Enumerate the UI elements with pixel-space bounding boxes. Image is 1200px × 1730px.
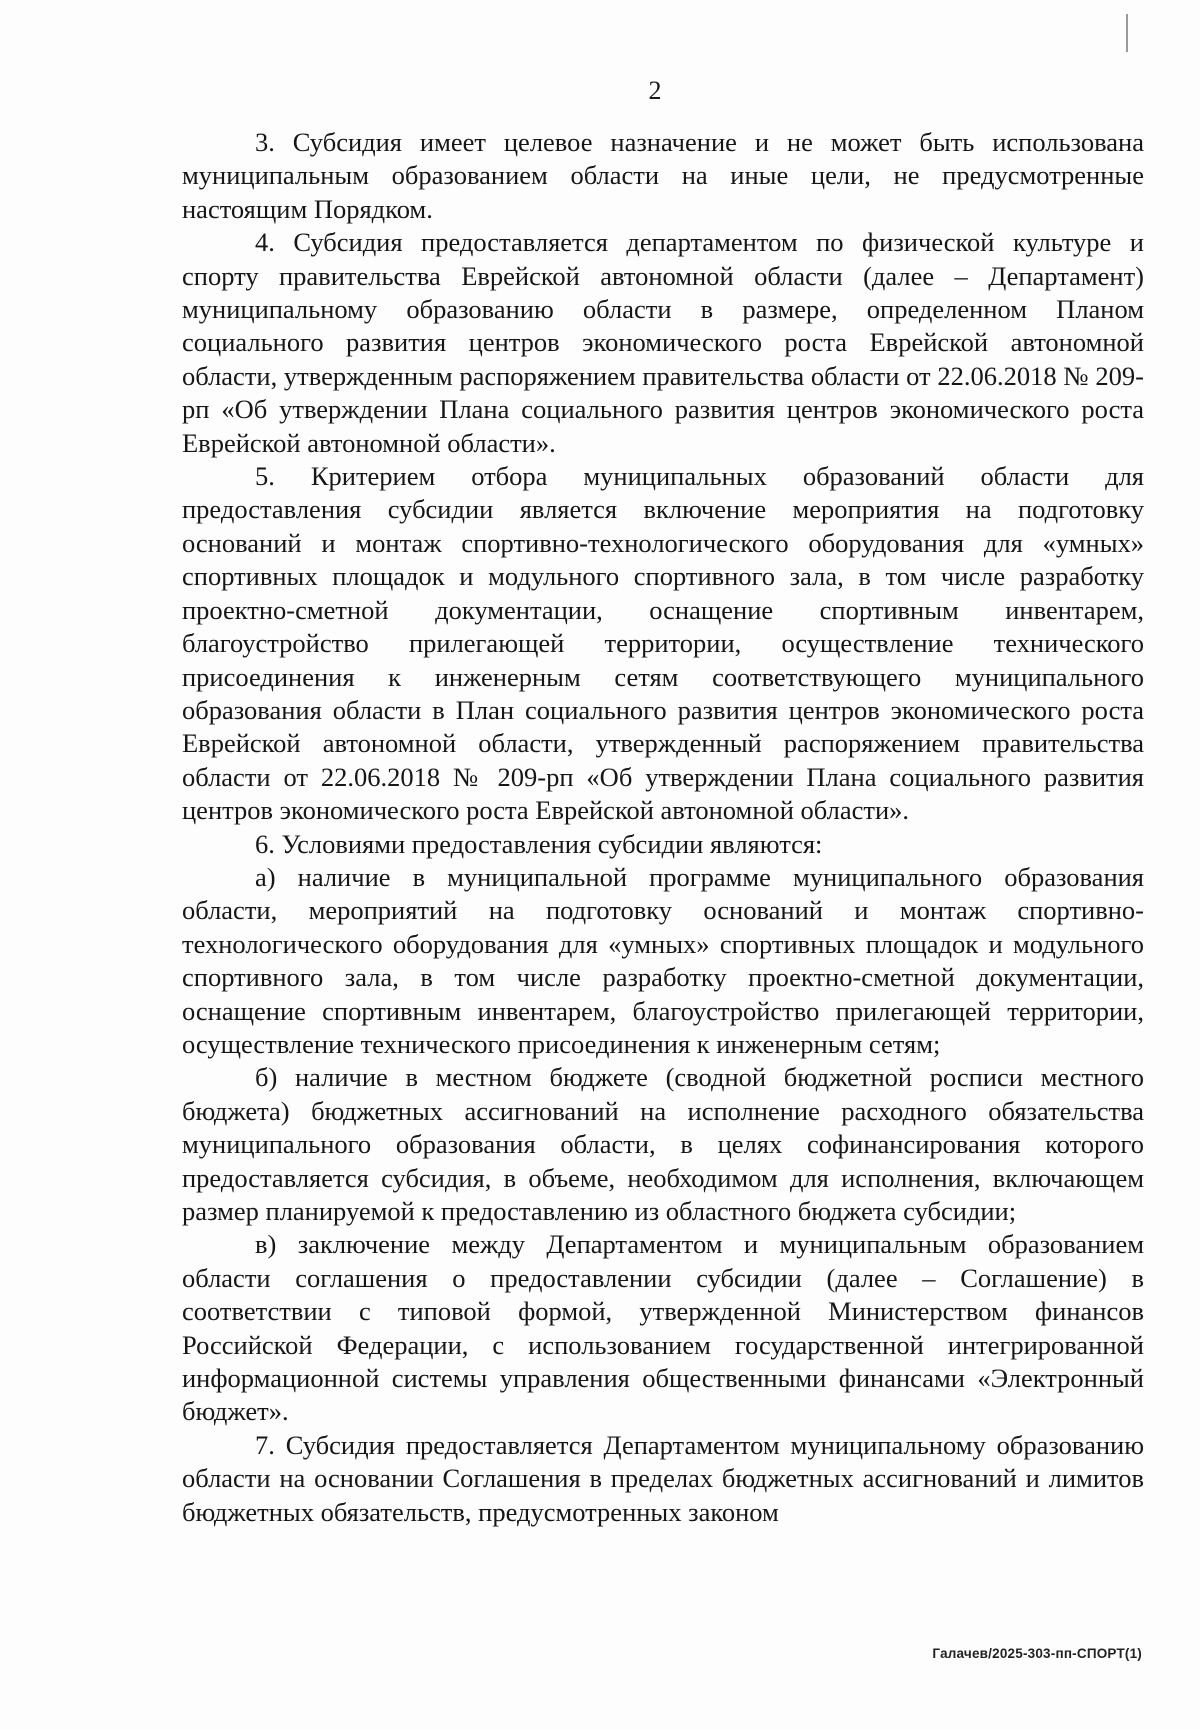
paragraph-6b: б) наличие в местном бюджете (сводной бюджетной росписи местного бюджета) бюджетных ассигнований на исполнение расходного обязательства муниципального образования области, в целях софинансирования которого предоставляется субсидия, в объеме, необходимом для исполнения, включающем размер планируемой к предоставлению из областного бюджета субсидии; <box>182 1062 1144 1226</box>
page-number: 2 <box>648 76 662 105</box>
paragraph-4: 4. Субсидия предоставляется департаментом по физической культуре и спорту правительства Еврейской автономной области (далее – Департамент) муниципальному образованию области в размере, определенном Планом социального развития центров экономического роста Еврейской автономной области, утвержденным распоряжением правительства области от 22.06.2018 № 209-рп «Об утверждении Плана социального развития центров экономического роста Еврейской автономной области». <box>182 227 1144 458</box>
paragraph-7: 7. Субсидия предоставляется Департаментом муниципальному образованию области на основании Соглашения в пределах бюджетных ассигнований и лимитов бюджетных обязательств, предусмотренных законом <box>182 1429 1144 1527</box>
paragraph-6: 6. Условиями предоставления субсидии являются: <box>255 828 823 859</box>
paragraph-3: 3. Субсидия имеет целевое назначение и не может быть использована муниципальным образованием области на иные цели, не предусмотренные настоящим Порядком. <box>182 127 1144 224</box>
paragraph-6a: а) наличие в муниципальной программе муниципального образования области, мероприятий на подготовку оснований и монтаж спортивно-технологического оборудования для «умных» спортивных площадок и модульного спортивного зала, в том числе разработку проектно-сметной документации, оснащение спортивным инвентарем, благоустройство прилегающей территории, осуществление технического присоединения к инженерным сетям; <box>182 861 1144 1059</box>
scan-artifact-mark <box>1126 14 1128 52</box>
paragraph-5: 5. Критерием отбора муниципальных образований области для предоставления субсидии является включение мероприятия на подготовку оснований и монтаж спортивно-технологического оборудования для «умных» спортивных площадок и модульного спортивного зала, в том числе разработку проектно-сметной документации, оснащение спортивным инвентарем, благоустройство прилегающей территории, осуществление технического присоединения к инженерным сетям соответствующего муниципального образования области в План социального развития центров экономического роста Еврейской автономной области, утвержденный распоряжением правительства области от 22.06.2018 № 209-рп «Об утверждении Плана социального развития центров экономического роста Еврейской автономной области». <box>182 461 1144 826</box>
document-footer-code: Галачев/2025-303-пп-СПОРТ(1) <box>932 1646 1142 1661</box>
paragraph-6v: в) заключение между Департаментом и муниципальным образованием области соглашения о предоставлении субсидии (далее – Соглашение) в соответствии с типовой формой, утвержденной Министерством финансов Российской Федерации, с использованием государственной интегрированной информационной системы управления общественными финансами «Электронный бюджет». <box>182 1229 1144 1427</box>
document-body <box>182 126 1144 1529</box>
